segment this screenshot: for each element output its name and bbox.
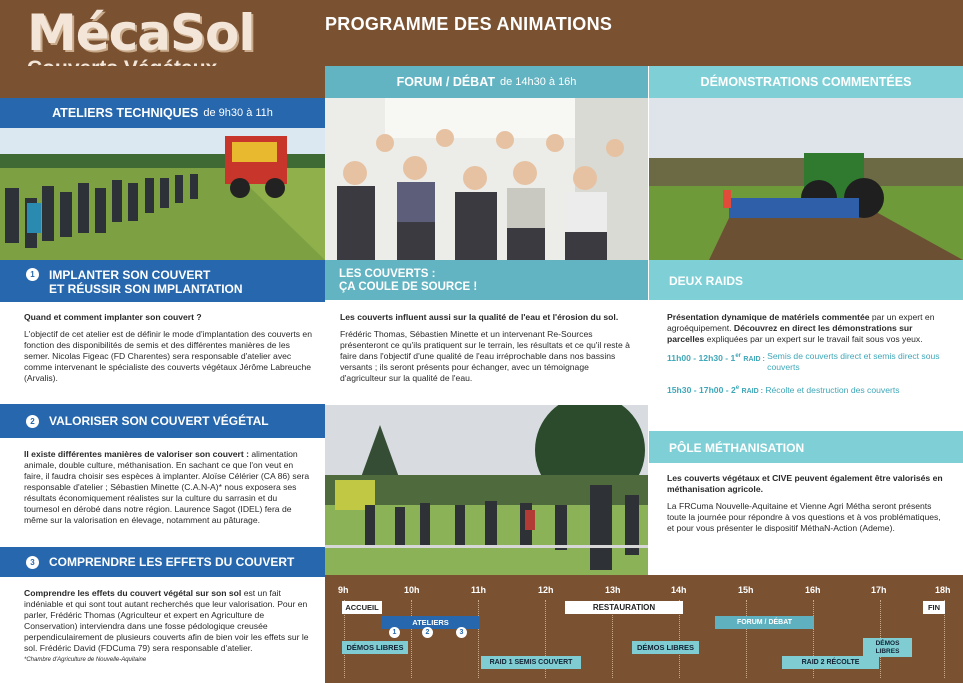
raid-1-sup: er (735, 353, 741, 359)
workshop-2-header (0, 404, 325, 438)
raid-1-label: RAID : (743, 355, 765, 363)
workshop-2-body (24, 449, 312, 532)
demos-title: DÉMONSTRATIONS COMMENTÉES (700, 75, 912, 89)
tl-raid-1: RAID 1 SEMIS COUVERT (481, 656, 581, 669)
tl-fin: FIN (923, 601, 945, 614)
hour-10h: 10h (404, 585, 420, 595)
tl-forum: FORUM / DÉBAT (715, 616, 814, 629)
hour-17h: 17h (871, 585, 887, 595)
forum-time: de 14h30 à 16h (499, 76, 577, 88)
ateliers-time: de 9h30 à 11h (203, 107, 273, 119)
workshop-2-number: 2 (26, 415, 39, 428)
hour-12h: 12h (538, 585, 554, 595)
workshop-3-number: 3 (26, 556, 39, 569)
tl-atelier-1: 1 (389, 627, 400, 638)
forum-block-header (325, 260, 648, 300)
workshop-1-text: L'objectif de cet atelier est de définir le mode d'implantation des couverts en fonction des disponibilités de semis et des différentes manières de les semer. Nicolas Figeac (FD Charentes) sera responsable d'atelier avec comme intervenant le spécialiste des couverts végétaux Jérôme Labreuche (Arvalis). (24, 329, 312, 383)
raids-header (649, 260, 963, 300)
forum-block-text: Frédéric Thomas, Sébastien Minette et un intervenant Re-Sources présenteront ce qu'ils pratiquent sur le terrain, les résultats et ce qu'il reste à faire dans l'objectif d'une qualité de l'eau irréprochable dans nos bassins versants ; ils seront présents pour échanger, avec un témoignage d'agriculteur sur la qualité de l'eau. (340, 329, 630, 383)
raids-body (667, 312, 949, 397)
raids-intro-bold2: Découvrez en direct les démonstrations sur parcelles (667, 323, 913, 344)
tl-raid-2: RAID 2 RÉCOLTE (782, 656, 879, 669)
raids-title: DEUX RAIDS (669, 274, 744, 288)
workshop-1-number: 1 (26, 268, 39, 281)
hour-13h: 13h (605, 585, 621, 595)
raid-1-text: Semis de couverts direct et semis direct sous couverts (767, 351, 940, 372)
workshop-1-title-line2: ET RÉUSSIR SON IMPLANTATION (49, 282, 243, 296)
hour-18h: 18h (935, 585, 951, 595)
photo-field-event (325, 405, 648, 575)
methanisation-title: PÔLE MÉTHANISATION (669, 441, 805, 455)
methanisation-lead: Les couverts végétaux et CIVE peuvent également être valorisés en méthanisation agricole. (667, 473, 943, 494)
forum-header (325, 66, 648, 98)
tl-demos-3-line2: LIBRES (875, 647, 900, 655)
forum-block-title-line1: LES COUVERTS : (339, 268, 436, 280)
methanisation-text: La FRCuma Nouvelle-Aquitaine et Vienne Agri Métha seront présents toute la journée pour répondre à vos questions et à vos problématiques, et pour vous présenter le dispositif MéthaN-Action (Ademe). (667, 501, 941, 533)
raid-2-text: Récolte et destruction des couverts (765, 384, 900, 395)
forum-title: FORUM / DÉBAT (396, 75, 495, 89)
tl-demos-1: DÉMOS LIBRES (342, 641, 408, 654)
workshop-2-lead: Il existe différentes manières de valoriser son couvert : (24, 449, 249, 459)
logo-strip (0, 66, 325, 98)
tl-demos-3 (863, 638, 912, 657)
tl-demos-2: DÉMOS LIBRES (632, 641, 699, 654)
hour-16h: 16h (805, 585, 821, 595)
hour-14h: 14h (671, 585, 687, 595)
raid-2-line (667, 383, 949, 397)
raid-1-time: 11h00 - 12h30 - 1 (667, 352, 736, 363)
hour-9h: 9h (338, 585, 349, 595)
raid-2-label: RAID : (741, 387, 763, 395)
page-title: PROGRAMME DES ANIMATIONS (325, 14, 613, 34)
forum-block-lead: Les couverts influent aussi sur la qualité de l'eau et l'érosion du sol. (340, 312, 619, 322)
tl-ateliers: ATELIERS (381, 616, 480, 629)
workshop-3-lead: Comprendre les effets du couvert végétal sur son sol (24, 588, 242, 598)
forum-block-body (340, 312, 632, 390)
ateliers-header (0, 98, 325, 128)
raid-1-line (667, 351, 949, 373)
photo-tractor (649, 98, 963, 260)
tl-accueil: ACCUEIL (342, 601, 382, 614)
raids-intro-bold1: Présentation dynamique de matériels commentée (667, 312, 870, 322)
tl-atelier-2: 2 (422, 627, 433, 638)
hour-11h: 11h (471, 585, 487, 595)
demos-header (649, 66, 963, 98)
tl-atelier-3: 3 (456, 627, 467, 638)
workshop-1-title-line1: IMPLANTER SON COUVERT (49, 268, 211, 282)
raid-2-sup: e (735, 385, 740, 391)
photo-audience (325, 98, 648, 260)
footnote: *Chambre d'Agriculture de Nouvelle-Aquitaine (24, 657, 147, 663)
tl-demos-3-line1: DÉMOS (875, 639, 900, 647)
forum-block-title-line2: ÇA COULE DE SOURCE ! (339, 281, 478, 293)
tl-restauration: RESTAURATION (565, 601, 683, 614)
workshop-1-body (24, 312, 312, 390)
methanisation-body (667, 473, 949, 540)
workshop-3-text: est un fait indéniable et qui sont tout autant recherchés que leur valorisation. Pour en parler, Frédéric Thomas (Agriculteur et expert en Agriculture de Conservation) interviendra dans une fosse pédologique creusée perpendiculairement de plusieurs couverts afin de bien voir les effets sur le sol. Frédéric David (FDCuma 79) sera responsable d'atelier. (24, 588, 309, 653)
brand-name: MécaSol (27, 4, 255, 62)
hour-15h: 15h (738, 585, 754, 595)
workshop-3-title: COMPRENDRE LES EFFETS DU COUVERT (49, 555, 295, 569)
raid-2-time: 15h30 - 17h00 - 2 (667, 384, 736, 395)
workshop-1-question: Quand et comment implanter son couvert ? (24, 312, 202, 322)
workshop-3-header (0, 547, 325, 577)
workshop-3-body (24, 588, 312, 664)
workshop-2-title: VALORISER SON COUVERT VÉGÉTAL (49, 414, 269, 428)
photo-field-crowd (0, 128, 325, 260)
ateliers-title: ATELIERS TECHNIQUES (52, 106, 199, 120)
workshop-1-header (0, 260, 325, 302)
workshop-2-text: alimentation animale, double culture, méthanisation. En sachant ce que l'on veut en faire, il faudra choisir ses espèces à implanter. Aloïse Célérier (CA 86) sera responsable d'atelier ; Sébastien Minette (C.A.N-A)* nous exposera ses résultats économiquement réalistes sur la culture du sarrasin et du tournesol en dérobé dans notre région. Laurence Sagot (IDEL) fera de même sur la valorisation en élevage, notamment au pâturage. (24, 449, 310, 525)
raids-intro1: par un expert en agroéquipement. (667, 312, 935, 333)
raids-intro2: expliquées par un expert sur le travail fait sous vos yeux. (706, 334, 923, 344)
methanisation-header (649, 431, 963, 463)
